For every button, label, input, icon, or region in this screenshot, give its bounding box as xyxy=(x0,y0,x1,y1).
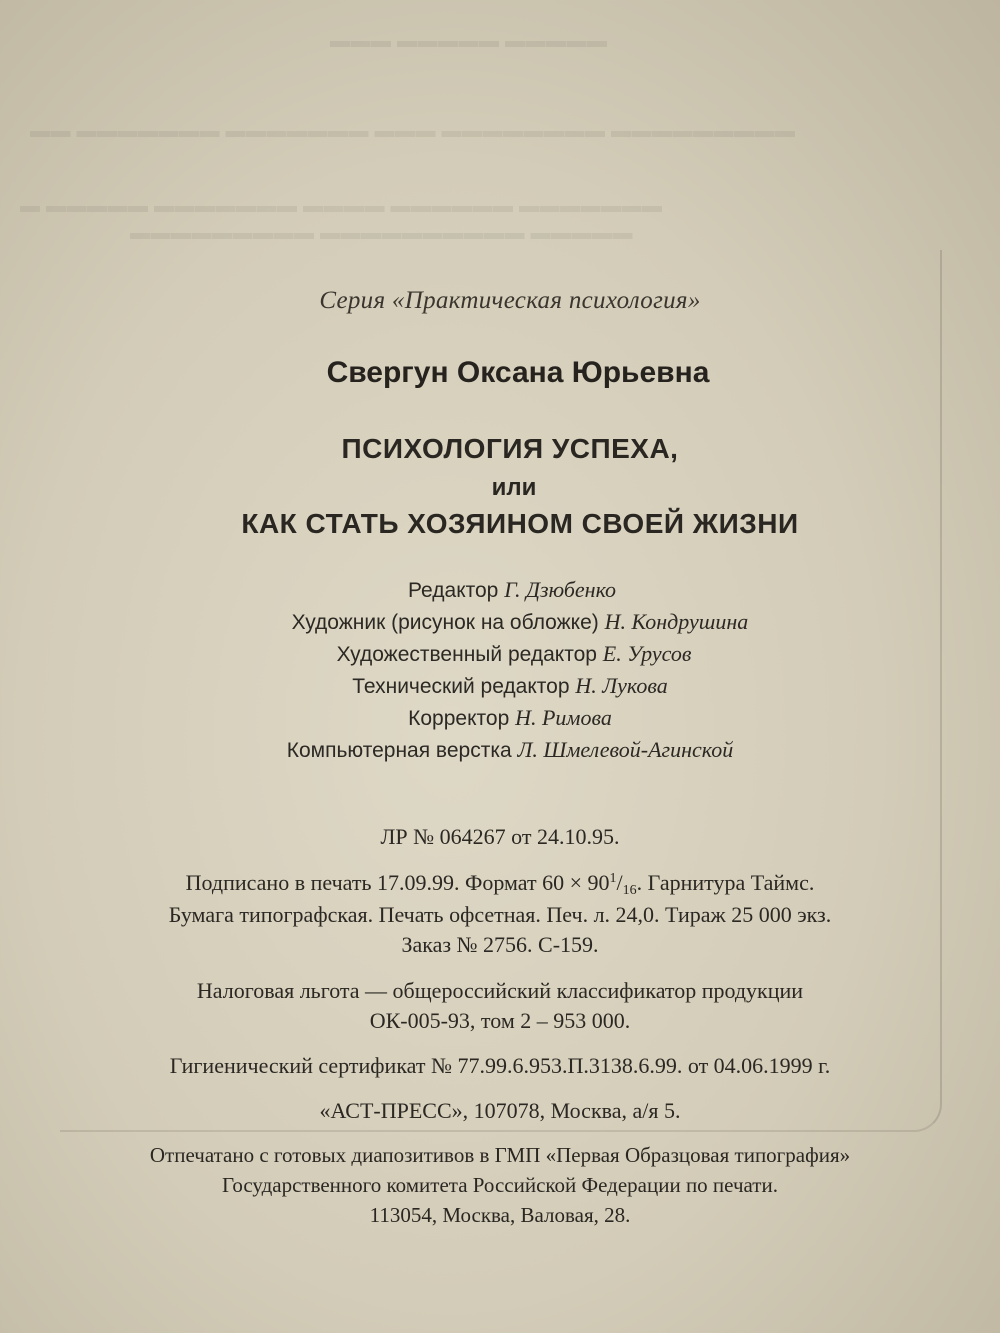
print-signed-format xyxy=(0,870,1000,899)
credit-name: Е. Урусов xyxy=(602,641,692,666)
credit-proofreader xyxy=(0,705,1000,731)
credit-name: Н. Лукова xyxy=(575,673,668,698)
credit-role: Художник (рисунок на обложке) xyxy=(291,611,605,634)
show-through: ▬▬▬▬▬▬▬▬▬ ▬▬▬▬▬▬▬▬▬▬ ▬▬▬▬▬ xyxy=(130,222,633,244)
credit-editor xyxy=(0,577,1000,603)
credit-role: Редактор xyxy=(407,579,505,602)
printer-address: 113054, Москва, Валовая, 28. xyxy=(369,1203,631,1227)
show-through: ▬▬ ▬▬▬▬▬▬▬ ▬▬▬▬▬▬▬ ▬▬▬ ▬▬▬▬▬▬▬▬ ▬▬▬▬▬▬▬▬▬ xyxy=(30,120,796,142)
credit-role: Технический редактор xyxy=(352,675,576,698)
printer-line-2: Государственного комитета Российской Федерации по печати. xyxy=(222,1173,778,1197)
format-fraction: $^1/_{16}$ xyxy=(609,870,637,898)
credit-name: Н. Кондрушина xyxy=(604,609,749,634)
tax-exemption-line-2: ОК-005-93, том 2 – 953 000. xyxy=(369,1008,631,1033)
show-through: ▬▬▬ ▬▬▬▬▬ ▬▬▬▬▬ xyxy=(330,30,608,52)
license-number: ЛР № 064267 от 24.10.95. xyxy=(380,824,620,849)
printer-line-1: Отпечатано с готовых диапозитивов в ГМП «Первая Образцовая типография» xyxy=(149,1143,851,1167)
credit-name: Н. Римова xyxy=(515,705,612,730)
fraction-numerator: 1 xyxy=(609,871,617,886)
order-number: Заказ № 2756. С-159. xyxy=(401,932,599,957)
credit-name: Г. Дзюбенко xyxy=(504,577,617,602)
credit-name: Л. Шмелевой-Агинской xyxy=(517,737,734,762)
credit-art-editor xyxy=(0,641,1000,667)
tax-exemption-line-1: Налоговая льгота — общероссийский классификатор продукции xyxy=(196,978,804,1003)
credit-layout xyxy=(0,737,1000,763)
credit-role: Художественный редактор xyxy=(336,643,603,666)
credit-role: Компьютерная верстка xyxy=(286,739,518,762)
book-title-line-2: КАК СТАТЬ ХОЗЯИНОМ СВОЕЙ ЖИЗНИ xyxy=(241,508,799,539)
book-title-line-1: ПСИХОЛОГИЯ УСПЕХА, xyxy=(341,433,679,464)
credit-cover-artist xyxy=(0,609,1000,635)
hygiene-certificate: Гигиенический сертификат № 77.99.6.953.П.3138.6.99. от 04.06.1999 г. xyxy=(169,1053,831,1078)
book-title-or: или xyxy=(491,474,537,501)
publisher-address: «АСТ-ПРЕСС», 107078, Москва, а/я 5. xyxy=(319,1098,681,1123)
show-through: ▬ ▬▬▬▬▬ ▬▬▬▬▬▬▬ ▬▬▬▬ ▬▬▬▬▬▬ ▬▬▬▬▬▬▬ xyxy=(20,195,663,217)
credit-technical-editor xyxy=(0,673,1000,699)
paper-print-run: Бумага типографская. Печать офсетная. Печ. л. 24,0. Тираж 25 000 экз. xyxy=(168,902,832,927)
credit-role: Корректор xyxy=(408,707,516,730)
signed-prefix: Подписано в печать 17.09.99. Формат 60 × 90 xyxy=(185,870,610,895)
fraction-denominator: 16 xyxy=(622,883,637,898)
signed-suffix: . Гарнитура Таймс. xyxy=(636,870,815,895)
series-label: Серия «Практическая психология» xyxy=(319,287,701,314)
author-name: Свергун Оксана Юрьевна xyxy=(326,356,710,389)
